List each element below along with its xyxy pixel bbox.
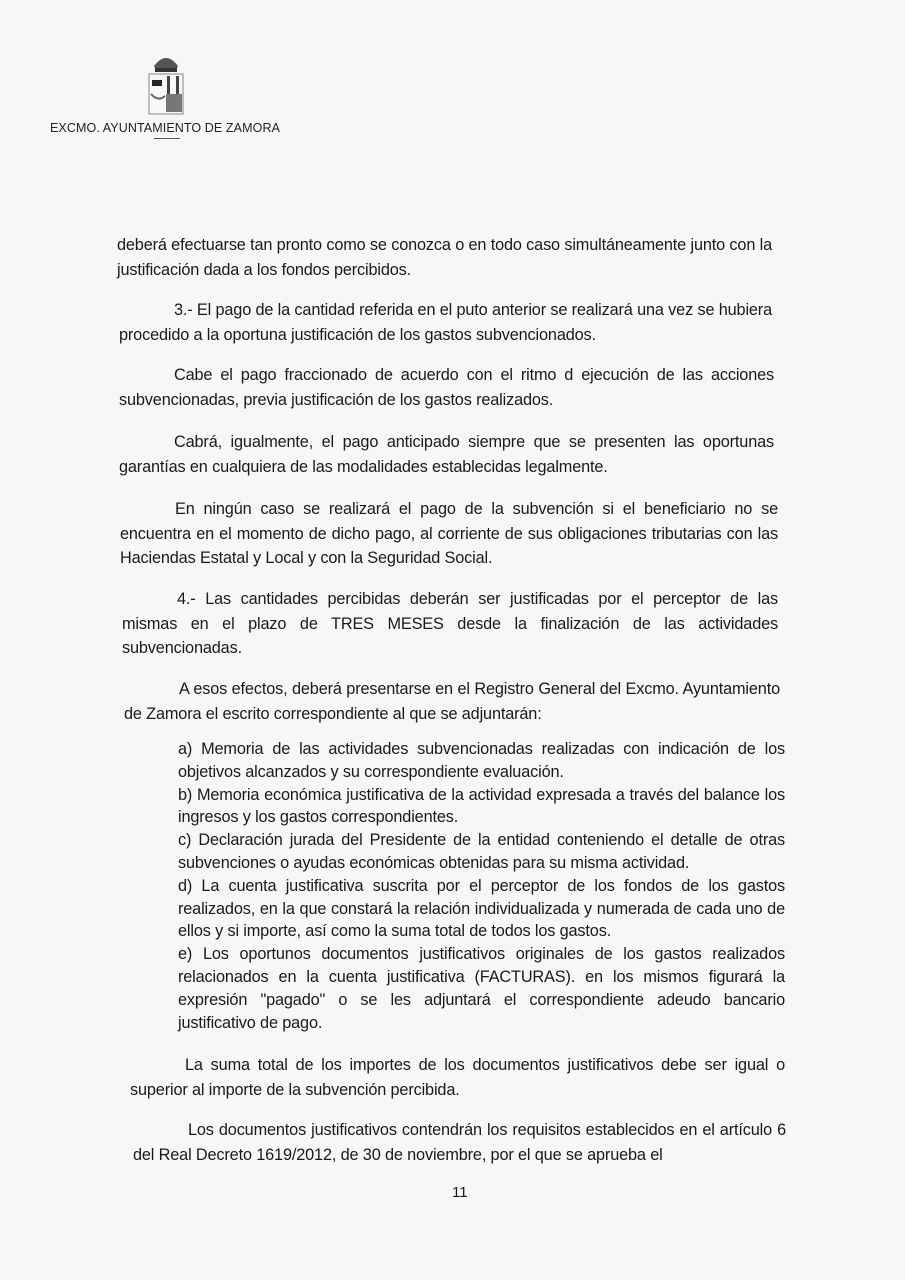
paragraph: 3.- El pago de la cantidad referida en el puto anterior se realizará una vez se hubiera procedido a la oportuna justificación de los gastos subvencionados. — [119, 301, 772, 344]
paragraph: A esos efectos, deberá presentarse en el Registro General del Excmo. Ayuntamiento de Zamora el escrito correspondiente al que se adjuntarán: — [124, 680, 780, 723]
paragraph: deberá efectuarse tan pronto como se conozca o en todo caso simultáneamente junto con la justificación dada a los fondos percibidos. — [117, 236, 772, 279]
paragraph: La suma total de los importes de los documentos justificativos debe ser igual o superior al importe de la subvención percibida. — [130, 1056, 785, 1099]
paragraph: Los documentos justificativos contendrán los requisitos establecidos en el artículo 6 del Real Decreto 1619/2012, de 30 de noviembre, por el que se aprueba el — [133, 1121, 786, 1164]
coat-of-arms-icon — [146, 50, 186, 116]
paragraph: 4.- Las cantidades percibidas deberán ser justificadas por el perceptor de las mismas en el plazo de TRES MESES desde la finalización de las actividades subvencionadas. — [122, 590, 778, 657]
paragraph: Cabe el pago fraccionado de acuerdo con el ritmo d ejecución de las acciones subvencionadas, previa justificación de los gastos realizados. — [119, 366, 774, 409]
header-divider — [154, 138, 180, 139]
list-item: b) Memoria económica justificativa de la actividad expresada a través del balance los ingresos y los gastos correspondientes. — [178, 785, 785, 827]
list-item: c) Declaración jurada del Presidente de la entidad conteniendo el detalle de otras subvenciones o ayudas económicas obtenidas para su misma actividad. — [178, 831, 785, 872]
list-item: d) La cuenta justificativa suscrita por el perceptor de los fondos de los gastos realizados, en la que constará la relación individualizada y numerada de cada uno de ellos y si importe, así como la suma total de todos los gastos. — [178, 876, 785, 941]
list-item: e) Los oportunos documentos justificativos originales de los gastos realizados relacionados en la cuenta justificativa (FACTURAS). en los mismos figurará la expresión "pagado" o se les adjuntará el correspondiente adeudo bancario justificativo de pago. — [178, 945, 785, 1032]
page-number: 11 — [452, 1184, 468, 1201]
attachments-list — [178, 738, 785, 1034]
paragraph: Cabrá, igualmente, el pago anticipado siempre que se presenten las oportunas garantías en cualquiera de las modalidades establecidas legalmente. — [119, 433, 774, 476]
organization-name: EXCMO. AYUNTAMIENTO DE ZAMORA — [50, 121, 281, 135]
list-item: a) Memoria de las actividades subvencionadas realizadas con indicación de los objetivos alcanzados y su correspondiente evaluación. — [178, 740, 785, 781]
paragraph: En ningún caso se realizará el pago de la subvención si el beneficiario no se encuentra en el momento de dicho pago, al corriente de sus obligaciones tributarias con las Haciendas Estatal y Local y con la Seguridad Social. — [120, 500, 778, 567]
